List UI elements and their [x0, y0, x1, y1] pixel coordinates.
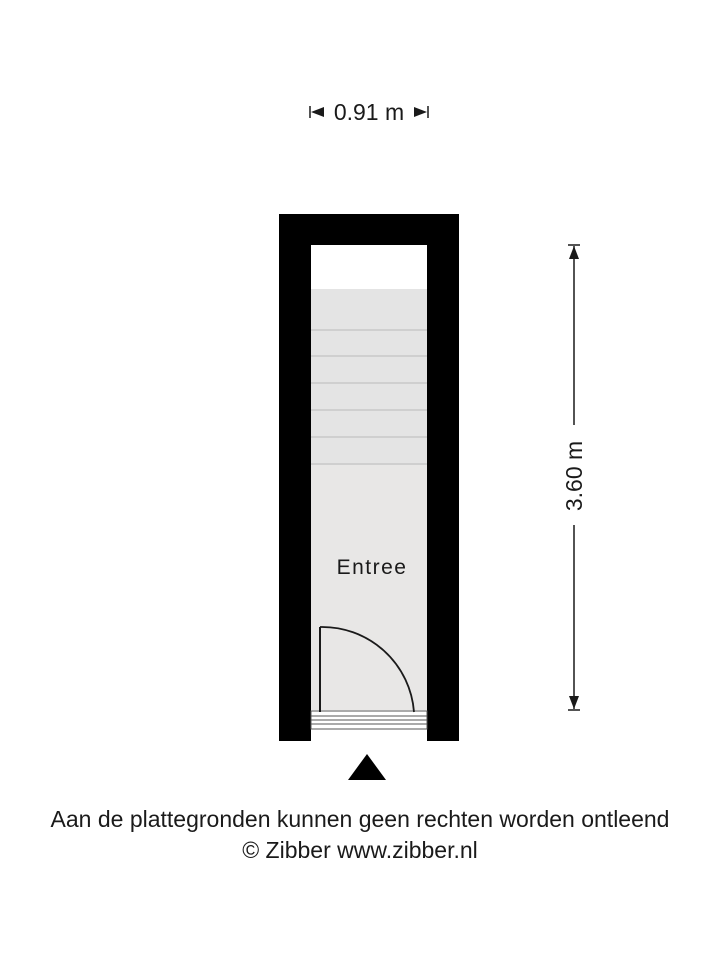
room-label: Entree — [336, 556, 408, 579]
arrow-icon — [569, 696, 579, 709]
wall-left — [279, 214, 311, 741]
disclaimer-text: Aan de plattegronden kunnen geen rechten worden ontleend — [50, 806, 670, 832]
staircase — [311, 289, 427, 464]
copyright-text: © Zibber www.zibber.nl — [242, 837, 478, 863]
width-dimension — [310, 99, 428, 125]
height-label: 3.60 m — [561, 440, 587, 512]
width-label: 0.91 m — [333, 99, 405, 125]
wall-right — [427, 214, 459, 741]
triangle-up-icon — [348, 754, 386, 780]
arrow-icon — [311, 107, 324, 117]
arrow-icon — [569, 246, 579, 259]
landing-top — [311, 245, 427, 289]
arrow-icon — [414, 107, 427, 117]
height-dimension — [561, 245, 587, 710]
